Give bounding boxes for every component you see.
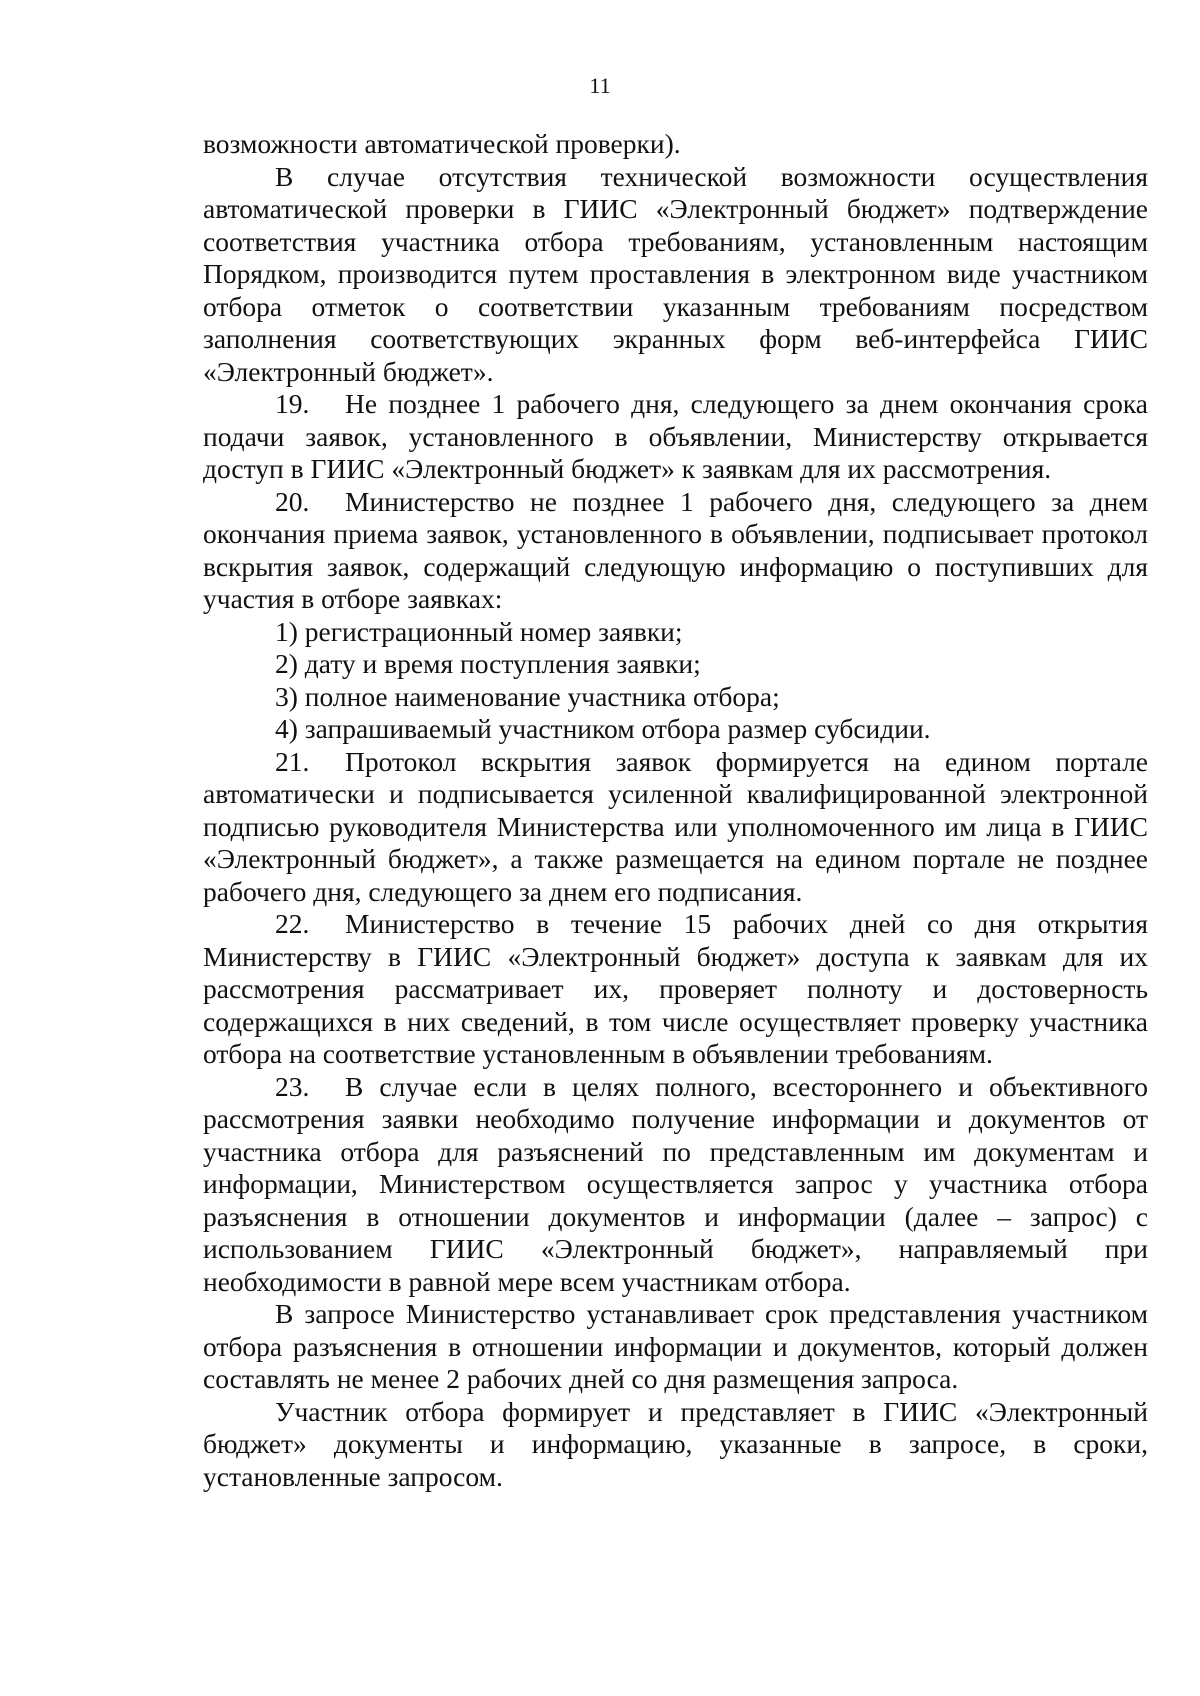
clause-22 bbox=[203, 908, 1148, 1071]
paragraph-request-deadline: В запросе Министерство устанавливает срок представления участником отбора разъяснения в отношении информации и документов, который должен составлять не менее 2 рабочих дней со дня размещения запроса. bbox=[203, 1298, 1148, 1394]
document-body bbox=[203, 128, 1148, 1493]
clause-text: Не позднее 1 рабочего дня, следующего за днем окончания срока подачи заявок, установленного в объявлении, Министерству открывается доступ в ГИИС «Электронный бюджет» к заявкам для их рассмотрения. bbox=[203, 388, 1148, 484]
clause-text: Министерство не позднее 1 рабочего дня, следующего за днем окончания приема заявок, установленного в объявлении, подписывает протокол вскрытия заявок, содержащий следующую информацию о поступивших для участия в отборе заявках: bbox=[203, 485, 1148, 614]
clause-20 bbox=[203, 486, 1148, 616]
clause-number: 19. bbox=[275, 388, 310, 419]
clause-19 bbox=[203, 388, 1148, 486]
clause-number: 20. bbox=[275, 485, 310, 517]
paragraph-automatic-check: В случае отсутствия технической возможности осуществления автоматической проверки в ГИИС «Электронный бюджет» подтверждение соответствия участника отбора требованиям, установленным настоящим Порядком, производится путем проставления в электронном виде участником отбора отметок о соответствии указанным требованиям посредством заполнения соответствующих экранных форм веб-интерфейса ГИИС «Электронный бюджет». bbox=[203, 160, 1148, 387]
clause-text: Министерство в течение 15 рабочих дней со дня открытия Министерству в ГИИС «Электронный бюджет» доступа к заявкам для их рассмотрения рассматривает их, проверяет полноту и достоверность содержащихся в них сведений, в том числе осуществляет проверку участника отбора на соответствие установленным в объявлении требованиям. bbox=[203, 908, 1148, 1069]
clause-21 bbox=[203, 746, 1148, 909]
list-item-1: 1) регистрационный номер заявки; bbox=[275, 615, 683, 647]
clause-number: 23. bbox=[275, 1070, 310, 1102]
clause-23 bbox=[203, 1071, 1148, 1299]
paragraph-participant-response: Участник отбора формирует и представляет в ГИИС «Электронный бюджет» документы и информацию, указанные в запросе, в сроки, установленные запросом. bbox=[203, 1395, 1148, 1492]
clause-number: 22. bbox=[275, 908, 310, 939]
clause-text: Протокол вскрытия заявок формируется на едином портале автоматически и подписывается усиленной квалифицированной электронной подписью руководителя Министерства или уполномоченного им лица в ГИИС «Электронный бюджет», а также размещается на едином портале не позднее рабочего дня, следующего за днем его подписания. bbox=[203, 745, 1148, 907]
list-item-2: 2) дату и время поступления заявки; bbox=[275, 648, 701, 679]
list-item-3: 3) полное наименование участника отбора; bbox=[275, 680, 780, 712]
list-item-4: 4) запрашиваемый участником отбора размер субсидии. bbox=[275, 713, 931, 744]
page-number: 11 bbox=[589, 73, 611, 98]
paragraph-continuation: возможности автоматической проверки). bbox=[203, 128, 681, 159]
clause-text: В случае если в целях полного, всестороннего и объективного рассмотрения заявки необходимо получение информации и документов от участника отбора для разъяснений по представленным им документам и информации, Министерством осуществляется запрос у участника отбора разъяснения в отношении документов и информации (далее – запрос) с использованием ГИИС «Электронный бюджет», направляемый при необходимости в равной мере всем участникам отбора. bbox=[203, 1070, 1148, 1297]
clause-number: 21. bbox=[275, 745, 310, 777]
